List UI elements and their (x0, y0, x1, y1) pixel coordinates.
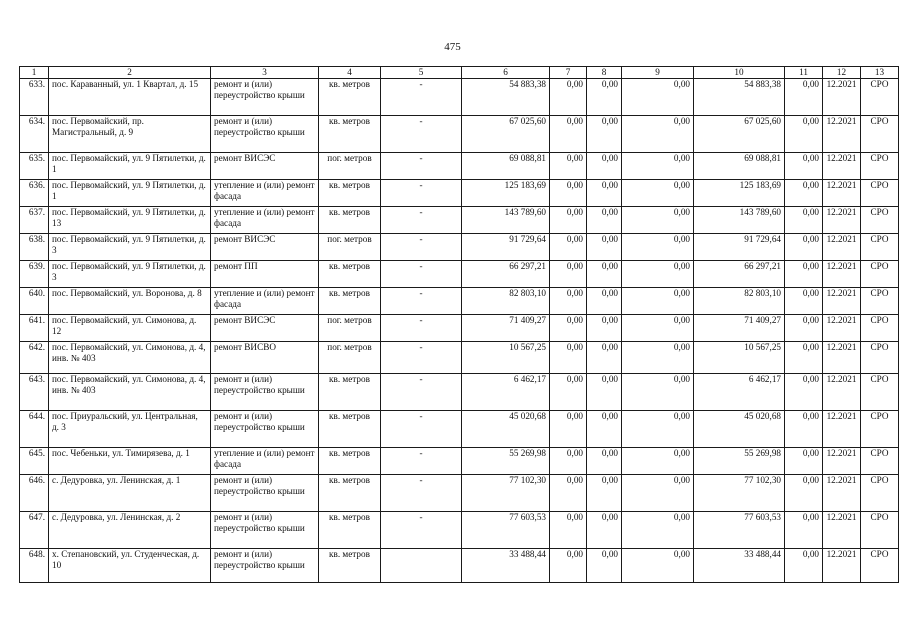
address-cell: х. Степановский, ул. Студенческая, д. 10 (49, 549, 211, 583)
column-10-cell: 6 462,17 (694, 374, 785, 411)
unit-cell: кв. метров (319, 374, 381, 411)
column-11-cell: 0,00 (785, 448, 823, 475)
column-5-cell: - (381, 207, 462, 234)
deadline-cell: 12.2021 (823, 261, 861, 288)
row-number-cell: 638. (20, 234, 49, 261)
column-5-cell: - (381, 448, 462, 475)
column-8-cell: 0,00 (587, 475, 622, 512)
column-10-cell: 125 183,69 (694, 180, 785, 207)
method-cell: СРО (861, 288, 899, 315)
address-cell: пос. Первомайский, ул. 9 Пятилетки, д. 1 (49, 153, 211, 180)
column-11-cell: 0,00 (785, 475, 823, 512)
column-7-cell: 0,00 (550, 411, 587, 448)
row-number-cell: 645. (20, 448, 49, 475)
work-type-cell: ремонт и (или) переустройство крыши (211, 116, 319, 153)
table-row (20, 475, 899, 512)
work-type-cell: ремонт ПП (211, 261, 319, 288)
column-9-cell: 0,00 (622, 448, 694, 475)
deadline-cell: 12.2021 (823, 153, 861, 180)
method-cell: СРО (861, 261, 899, 288)
column-9-cell: 0,00 (622, 342, 694, 374)
method-cell: СРО (861, 315, 899, 342)
column-9-cell: 0,00 (622, 315, 694, 342)
capital-repair-table (19, 66, 899, 583)
column-5-cell (381, 549, 462, 583)
unit-cell: пог. метров (319, 234, 381, 261)
column-11-cell: 0,00 (785, 79, 823, 116)
column-11-cell: 0,00 (785, 116, 823, 153)
column-7-cell: 0,00 (550, 448, 587, 475)
total-cost-cell: 67 025,60 (462, 116, 550, 153)
column-7-cell: 0,00 (550, 79, 587, 116)
row-number-cell: 643. (20, 374, 49, 411)
address-cell: пос. Первомайский, ул. 9 Пятилетки, д. 3 (49, 261, 211, 288)
row-number-cell: 641. (20, 315, 49, 342)
work-type-cell: утепление и (или) ремонт фасада (211, 207, 319, 234)
work-type-cell: ремонт ВИСВО (211, 342, 319, 374)
column-9-cell: 0,00 (622, 207, 694, 234)
column-8-cell: 0,00 (587, 411, 622, 448)
row-number-cell: 647. (20, 512, 49, 549)
column-7-cell: 0,00 (550, 549, 587, 583)
address-cell: пос. Первомайский, ул. Симонова, д. 4, инв. № 403 (49, 374, 211, 411)
total-cost-cell: 82 803,10 (462, 288, 550, 315)
method-cell: СРО (861, 180, 899, 207)
column-8-cell: 0,00 (587, 207, 622, 234)
column-11-cell: 0,00 (785, 549, 823, 583)
total-cost-cell: 55 269,98 (462, 448, 550, 475)
column-5-cell: - (381, 315, 462, 342)
column-10-cell: 69 088,81 (694, 153, 785, 180)
work-type-cell: ремонт ВИСЭС (211, 153, 319, 180)
unit-cell: кв. метров (319, 448, 381, 475)
row-number-cell: 646. (20, 475, 49, 512)
deadline-cell: 12.2021 (823, 411, 861, 448)
work-type-cell: ремонт и (или) переустройство крыши (211, 475, 319, 512)
deadline-cell: 12.2021 (823, 374, 861, 411)
column-10-cell: 55 269,98 (694, 448, 785, 475)
row-number-cell: 648. (20, 549, 49, 583)
column-7-cell: 0,00 (550, 234, 587, 261)
column-9-cell: 0,00 (622, 374, 694, 411)
column-7-cell: 0,00 (550, 342, 587, 374)
total-cost-cell: 69 088,81 (462, 153, 550, 180)
deadline-cell: 12.2021 (823, 549, 861, 583)
deadline-cell: 12.2021 (823, 234, 861, 261)
column-7-cell: 0,00 (550, 512, 587, 549)
column-9-cell: 0,00 (622, 79, 694, 116)
column-8-cell: 0,00 (587, 234, 622, 261)
column-header: 10 (694, 67, 785, 79)
column-10-cell: 67 025,60 (694, 116, 785, 153)
deadline-cell: 12.2021 (823, 448, 861, 475)
column-header: 8 (587, 67, 622, 79)
column-header: 7 (550, 67, 587, 79)
column-header: 1 (20, 67, 49, 79)
work-type-cell: ремонт ВИСЭС (211, 234, 319, 261)
row-number-cell: 637. (20, 207, 49, 234)
table-row (20, 153, 899, 180)
column-8-cell: 0,00 (587, 512, 622, 549)
address-cell: пос. Первомайский, пр. Магистральный, д. 9 (49, 116, 211, 153)
method-cell: СРО (861, 153, 899, 180)
column-8-cell: 0,00 (587, 288, 622, 315)
column-10-cell: 33 488,44 (694, 549, 785, 583)
column-5-cell: - (381, 288, 462, 315)
total-cost-cell: 143 789,60 (462, 207, 550, 234)
row-number-cell: 636. (20, 180, 49, 207)
total-cost-cell: 66 297,21 (462, 261, 550, 288)
unit-cell: кв. метров (319, 116, 381, 153)
column-9-cell: 0,00 (622, 116, 694, 153)
method-cell: СРО (861, 374, 899, 411)
column-5-cell: - (381, 234, 462, 261)
address-cell: пос. Первомайский, ул. 9 Пятилетки, д. 3 (49, 234, 211, 261)
column-header: 9 (622, 67, 694, 79)
column-header: 2 (49, 67, 211, 79)
method-cell: СРО (861, 79, 899, 116)
method-cell: СРО (861, 475, 899, 512)
column-11-cell: 0,00 (785, 153, 823, 180)
column-11-cell: 0,00 (785, 342, 823, 374)
column-7-cell: 0,00 (550, 315, 587, 342)
total-cost-cell: 125 183,69 (462, 180, 550, 207)
deadline-cell: 12.2021 (823, 79, 861, 116)
column-8-cell: 0,00 (587, 342, 622, 374)
column-11-cell: 0,00 (785, 207, 823, 234)
column-9-cell: 0,00 (622, 411, 694, 448)
unit-cell: кв. метров (319, 207, 381, 234)
table-row (20, 116, 899, 153)
unit-cell: кв. метров (319, 180, 381, 207)
column-5-cell: - (381, 475, 462, 512)
address-cell: пос. Первомайский, ул. Симонова, д. 4, инв. № 403 (49, 342, 211, 374)
row-number-cell: 635. (20, 153, 49, 180)
table-row (20, 342, 899, 374)
column-5-cell: - (381, 374, 462, 411)
deadline-cell: 12.2021 (823, 342, 861, 374)
column-8-cell: 0,00 (587, 153, 622, 180)
work-type-cell: утепление и (или) ремонт фасада (211, 448, 319, 475)
column-10-cell: 10 567,25 (694, 342, 785, 374)
method-cell: СРО (861, 512, 899, 549)
address-cell: пос. Первомайский, ул. Симонова, д. 12 (49, 315, 211, 342)
total-cost-cell: 54 883,38 (462, 79, 550, 116)
deadline-cell: 12.2021 (823, 475, 861, 512)
address-cell: пос. Первомайский, ул. 9 Пятилетки, д. 13 (49, 207, 211, 234)
address-cell: с. Дедуровка, ул. Ленинская, д. 1 (49, 475, 211, 512)
work-type-cell: ремонт и (или) переустройство крыши (211, 79, 319, 116)
deadline-cell: 12.2021 (823, 288, 861, 315)
column-7-cell: 0,00 (550, 475, 587, 512)
column-header: 3 (211, 67, 319, 79)
column-7-cell: 0,00 (550, 288, 587, 315)
deadline-cell: 12.2021 (823, 116, 861, 153)
column-5-cell: - (381, 116, 462, 153)
address-cell: с. Дедуровка, ул. Ленинская, д. 2 (49, 512, 211, 549)
table-row (20, 234, 899, 261)
column-8-cell: 0,00 (587, 180, 622, 207)
method-cell: СРО (861, 549, 899, 583)
unit-cell: пог. метров (319, 153, 381, 180)
column-9-cell: 0,00 (622, 549, 694, 583)
work-type-cell: ремонт и (или) переустройство крыши (211, 411, 319, 448)
column-10-cell: 82 803,10 (694, 288, 785, 315)
column-9-cell: 0,00 (622, 261, 694, 288)
column-header: 6 (462, 67, 550, 79)
column-5-cell: - (381, 512, 462, 549)
row-number-cell: 640. (20, 288, 49, 315)
column-11-cell: 0,00 (785, 411, 823, 448)
unit-cell: кв. метров (319, 288, 381, 315)
column-8-cell: 0,00 (587, 79, 622, 116)
column-9-cell: 0,00 (622, 153, 694, 180)
column-7-cell: 0,00 (550, 207, 587, 234)
row-number-cell: 634. (20, 116, 49, 153)
column-10-cell: 77 102,30 (694, 475, 785, 512)
column-11-cell: 0,00 (785, 234, 823, 261)
deadline-cell: 12.2021 (823, 315, 861, 342)
table-row (20, 512, 899, 549)
table-row (20, 549, 899, 583)
method-cell: СРО (861, 207, 899, 234)
work-type-cell: утепление и (или) ремонт фасада (211, 180, 319, 207)
column-8-cell: 0,00 (587, 549, 622, 583)
address-cell: пос. Первомайский, ул. Воронова, д. 8 (49, 288, 211, 315)
page-number: 475 (444, 41, 461, 53)
column-10-cell: 66 297,21 (694, 261, 785, 288)
total-cost-cell: 10 567,25 (462, 342, 550, 374)
table-row (20, 315, 899, 342)
row-number-cell: 639. (20, 261, 49, 288)
work-type-cell: ремонт и (или) переустройство крыши (211, 549, 319, 583)
table-row (20, 207, 899, 234)
table-row (20, 288, 899, 315)
row-number-cell: 644. (20, 411, 49, 448)
column-9-cell: 0,00 (622, 234, 694, 261)
unit-cell: кв. метров (319, 549, 381, 583)
method-cell: СРО (861, 116, 899, 153)
column-11-cell: 0,00 (785, 180, 823, 207)
column-8-cell: 0,00 (587, 315, 622, 342)
address-cell: пос. Чебеньки, ул. Тимирязева, д. 1 (49, 448, 211, 475)
column-10-cell: 45 020,68 (694, 411, 785, 448)
deadline-cell: 12.2021 (823, 512, 861, 549)
total-cost-cell: 45 020,68 (462, 411, 550, 448)
column-11-cell: 0,00 (785, 512, 823, 549)
column-10-cell: 54 883,38 (694, 79, 785, 116)
column-7-cell: 0,00 (550, 180, 587, 207)
row-number-cell: 642. (20, 342, 49, 374)
table-row (20, 374, 899, 411)
work-type-cell: утепление и (или) ремонт фасада (211, 288, 319, 315)
total-cost-cell: 33 488,44 (462, 549, 550, 583)
column-9-cell: 0,00 (622, 288, 694, 315)
column-10-cell: 71 409,27 (694, 315, 785, 342)
column-11-cell: 0,00 (785, 288, 823, 315)
total-cost-cell: 6 462,17 (462, 374, 550, 411)
deadline-cell: 12.2021 (823, 180, 861, 207)
column-header: 11 (785, 67, 823, 79)
column-9-cell: 0,00 (622, 512, 694, 549)
unit-cell: пог. метров (319, 315, 381, 342)
unit-cell: кв. метров (319, 79, 381, 116)
column-9-cell: 0,00 (622, 180, 694, 207)
method-cell: СРО (861, 448, 899, 475)
column-5-cell: - (381, 342, 462, 374)
column-header: 4 (319, 67, 381, 79)
unit-cell: пог. метров (319, 342, 381, 374)
column-7-cell: 0,00 (550, 116, 587, 153)
column-8-cell: 0,00 (587, 116, 622, 153)
address-cell: пос. Первомайский, ул. 9 Пятилетки, д. 1 (49, 180, 211, 207)
total-cost-cell: 71 409,27 (462, 315, 550, 342)
address-cell: пос. Приуральский, ул. Центральная, д. 3 (49, 411, 211, 448)
work-type-cell: ремонт и (или) переустройство крыши (211, 374, 319, 411)
column-7-cell: 0,00 (550, 261, 587, 288)
column-5-cell: - (381, 411, 462, 448)
deadline-cell: 12.2021 (823, 207, 861, 234)
table-row (20, 261, 899, 288)
table-body (20, 79, 899, 583)
column-8-cell: 0,00 (587, 261, 622, 288)
row-number-cell: 633. (20, 79, 49, 116)
work-type-cell: ремонт ВИСЭС (211, 315, 319, 342)
column-5-cell: - (381, 153, 462, 180)
table-row (20, 180, 899, 207)
unit-cell: кв. метров (319, 475, 381, 512)
column-header: 5 (381, 67, 462, 79)
method-cell: СРО (861, 234, 899, 261)
column-7-cell: 0,00 (550, 374, 587, 411)
column-9-cell: 0,00 (622, 475, 694, 512)
table-row (20, 448, 899, 475)
total-cost-cell: 77 102,30 (462, 475, 550, 512)
method-cell: СРО (861, 342, 899, 374)
column-header: 12 (823, 67, 861, 79)
column-10-cell: 77 603,53 (694, 512, 785, 549)
column-header: 13 (861, 67, 899, 79)
column-11-cell: 0,00 (785, 315, 823, 342)
work-type-cell: ремонт и (или) переустройство крыши (211, 512, 319, 549)
column-5-cell: - (381, 79, 462, 116)
table-row (20, 411, 899, 448)
address-cell: пос. Караванный, ул. 1 Квартал, д. 15 (49, 79, 211, 116)
column-10-cell: 143 789,60 (694, 207, 785, 234)
column-11-cell: 0,00 (785, 374, 823, 411)
unit-cell: кв. метров (319, 512, 381, 549)
column-7-cell: 0,00 (550, 153, 587, 180)
table-row (20, 79, 899, 116)
column-10-cell: 91 729,64 (694, 234, 785, 261)
column-5-cell: - (381, 180, 462, 207)
column-number-row (20, 67, 899, 79)
unit-cell: кв. метров (319, 411, 381, 448)
column-8-cell: 0,00 (587, 374, 622, 411)
unit-cell: кв. метров (319, 261, 381, 288)
method-cell: СРО (861, 411, 899, 448)
column-5-cell: - (381, 261, 462, 288)
column-8-cell: 0,00 (587, 448, 622, 475)
total-cost-cell: 91 729,64 (462, 234, 550, 261)
total-cost-cell: 77 603,53 (462, 512, 550, 549)
column-11-cell: 0,00 (785, 261, 823, 288)
